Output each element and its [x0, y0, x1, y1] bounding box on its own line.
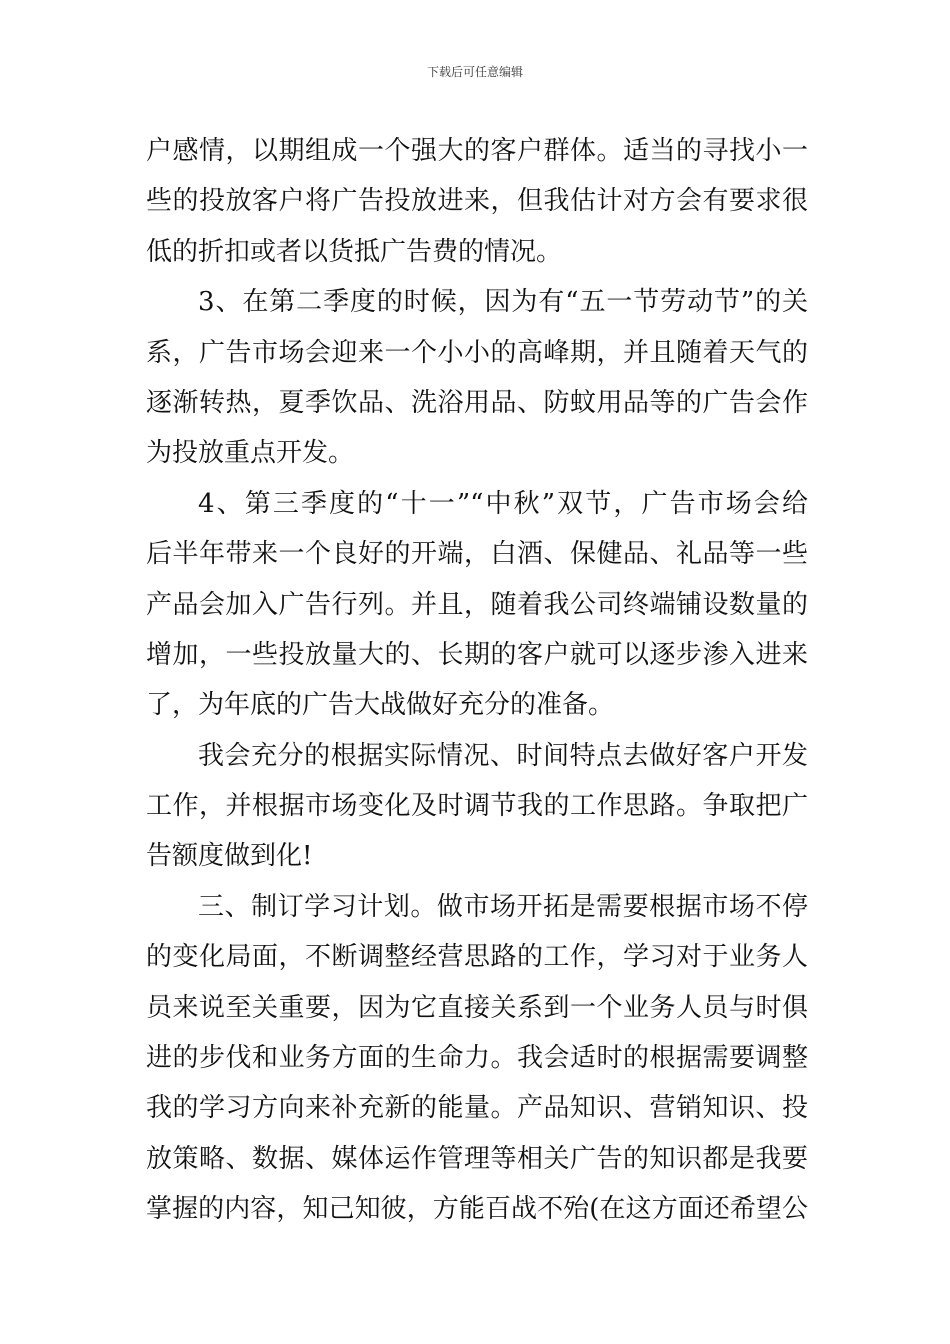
document-body	[146, 126, 808, 1235]
text-line: 员来说至关重要，因为它直接关系到一个业务人员与时俱	[146, 992, 808, 1023]
text-line: 为投放重点开发。	[146, 438, 355, 469]
text-line: 工作，并根据市场变化及时调节我的工作思路。争取把广	[146, 791, 808, 822]
text-line: 放策略、数据、媒体运作管理等相关广告的知识都是我要	[146, 1143, 808, 1174]
text-line: 告额度做到化!	[146, 841, 313, 872]
text-line: 产品会加入广告行列。并且，随着我公司终端铺设数量的	[146, 589, 808, 620]
text-line: 4、第三季度的“十一”“中秋”双节，广告市场会给	[198, 488, 808, 519]
text-line: 低的折扣或者以货抵广告费的情况。	[146, 236, 563, 267]
text-line: 了，为年底的广告大战做好充分的准备。	[146, 690, 615, 721]
text-line: 我的学习方向来补充新的能量。产品知识、营销知识、投	[146, 1093, 808, 1124]
text-line: 系，广告市场会迎来一个小小的高峰期，并且随着天气的	[146, 337, 808, 368]
text-line: 我会充分的根据实际情况、时间特点去做好客户开发	[198, 740, 808, 771]
text-line: 逐渐转热，夏季饮品、洗浴用品、防蚊用品等的广告会作	[146, 387, 808, 418]
text-line: 进的步伐和业务方面的生命力。我会适时的根据需要调整	[146, 1043, 808, 1074]
text-line: 增加，一些投放量大的、长期的客户就可以逐步渗入进来	[146, 639, 808, 670]
page-header-note: 下载后可任意编辑	[426, 65, 523, 79]
text-line: 的变化局面，不断调整经营思路的工作，学习对于业务人	[146, 942, 808, 973]
text-line: 后半年带来一个良好的开端，白酒、保健品、礼品等一些	[146, 539, 808, 570]
text-line: 掌握的内容，知己知彼，方能百战不殆(在这方面还希望公	[146, 1194, 808, 1225]
text-line: 3、在第二季度的时候，因为有“五一节劳动节”的关	[198, 287, 808, 318]
text-line: 户感情，以期组成一个强大的客户群体。适当的寻找小一	[146, 136, 808, 166]
text-line: 三、制订学习计划。做市场开拓是需要根据市场不停	[198, 891, 808, 922]
text-line: 些的投放客户将广告投放进来，但我估计对方会有要求很	[146, 186, 808, 217]
